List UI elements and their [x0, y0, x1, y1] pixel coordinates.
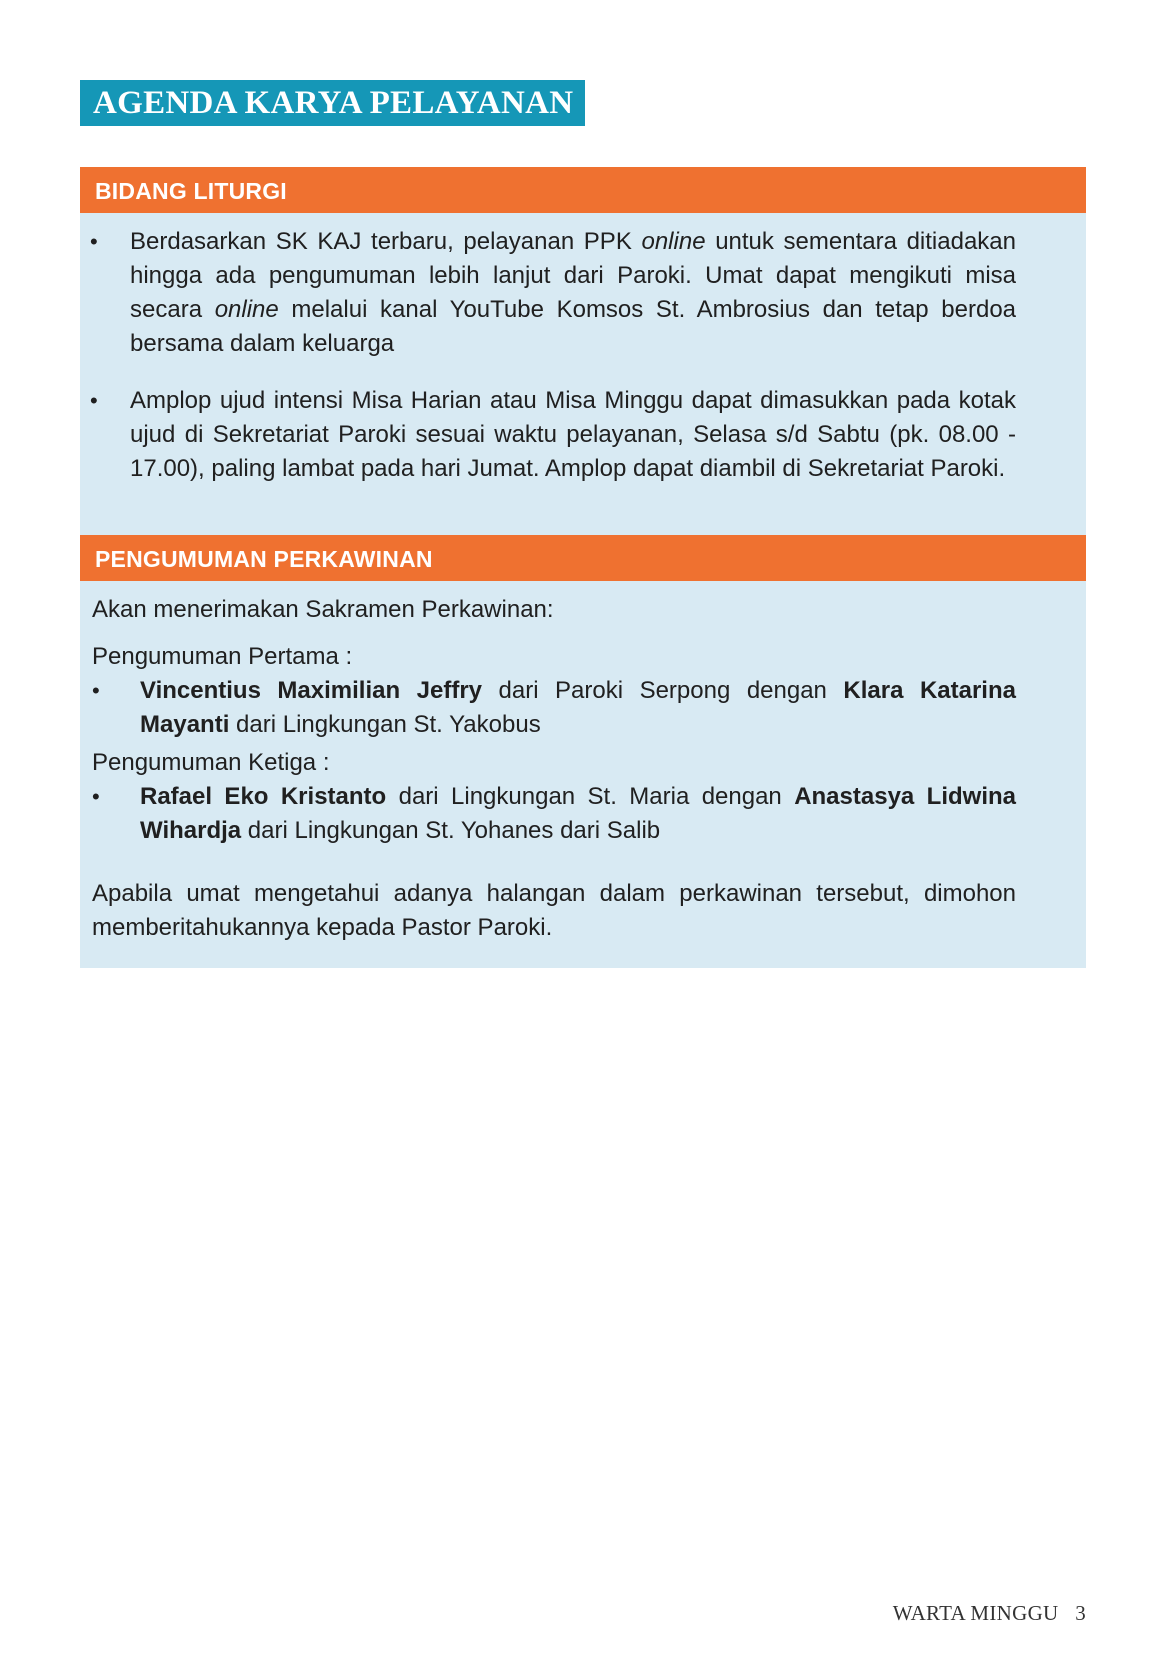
groom-name: Vincentius Maximilian Jeffry: [140, 677, 483, 704]
groom-name: Rafael Eko Kristanto: [140, 783, 387, 810]
section-header-liturgi: BIDANG LITURGI: [80, 167, 1086, 213]
page-title: AGENDA KARYA PELAYANAN: [80, 80, 585, 126]
bride-name: Anastasya Lidwina Wihardja: [140, 783, 1016, 844]
list-item: [92, 674, 1016, 742]
announcement-text-third: Rafael Eko Kristanto dari Lingkungan St. Maria dengan Anastasya Lidwina Wihardja dari Lingkungan St. Yohanes dari Salib: [140, 783, 1016, 844]
liturgi-bullet-text-2: Amplop ujud intensi Misa Harian atau Misa Minggu dapat dimasukkan pada kotak ujud di Sekretariat Paroki sesuai waktu pelayanan, Selasa s/d Sabtu (pk. 08.00 - 17.00), paling lambat pada hari Jumat. Amplop dapat diambil di Sekretariat Paroki.: [130, 387, 1016, 482]
page-footer: [860, 1601, 1086, 1626]
bullet-icon: •: [92, 784, 100, 809]
list-item: [90, 225, 1016, 361]
bullet-icon: •: [90, 388, 98, 413]
announcement-label-first: Pengumuman Pertama :: [92, 643, 353, 670]
bullet-icon: •: [90, 229, 98, 254]
announcement-text-first: Vincentius Maximilian Jeffry dari Paroki Serpong dengan Klara Katarina Mayanti dari Lingkungan St. Yakobus: [140, 677, 1016, 738]
announcement-label-third: Pengumuman Ketiga :: [92, 749, 330, 776]
bullet-icon: •: [92, 678, 100, 703]
closing-text: Apabila umat mengetahui adanya halangan dalam perkawinan tersebut, dimohon memberitahukannya kepada Pastor Paroki.: [92, 880, 1016, 941]
list-item: [90, 384, 1016, 486]
publication-name: WARTA MINGGU: [892, 1601, 1059, 1625]
section-header-perkawinan: PENGUMUMAN PERKAWINAN: [80, 535, 1086, 581]
list-item: [92, 780, 1016, 848]
intro-text: Akan menerimakan Sakramen Perkawinan:: [92, 596, 554, 623]
section-body-liturgi: [80, 213, 1086, 535]
section-body-perkawinan: [80, 581, 1086, 968]
liturgi-bullet-text-1: Berdasarkan SK KAJ terbaru, pelayanan PPK online untuk sementara ditiadakan hingga ada pengumuman lebih lanjut dari Paroki. Umat dapat mengikuti misa secara online melalui kanal YouTube Komsos St. Ambrosius dan tetap berdoa bersama dalam keluarga: [130, 228, 1017, 357]
page-number: 3: [1075, 1601, 1086, 1625]
bride-name: Klara Katarina Mayanti: [140, 677, 1016, 738]
